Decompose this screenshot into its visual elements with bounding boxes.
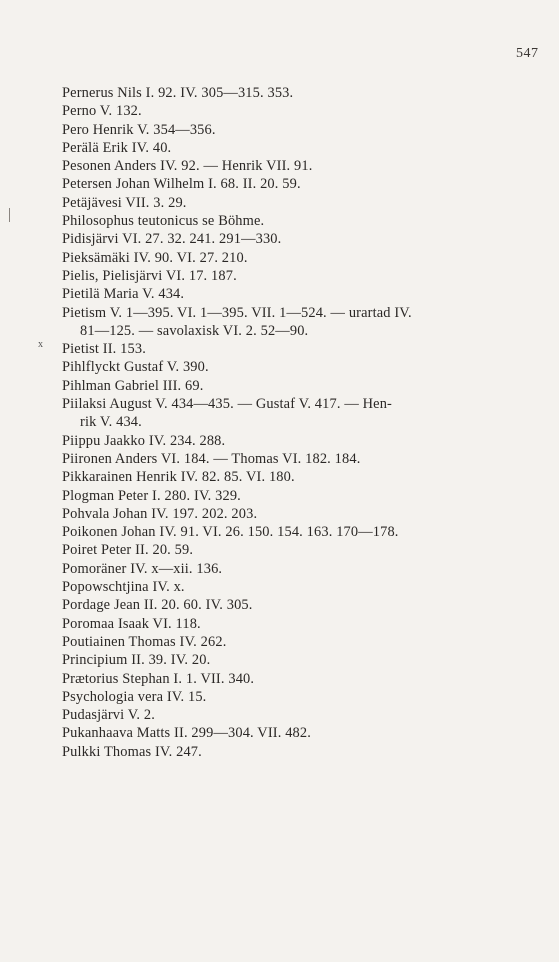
index-entry: Principium II. 39. IV. 20. — [62, 652, 211, 669]
index-entry: Piippu Jaakko IV. 234. 288. — [62, 432, 226, 449]
index-entry: Pietism V. 1—395. VI. 1—395. VII. 1—524. — urartad IV. — [62, 304, 412, 321]
edge-mark — [9, 208, 10, 222]
index-entry: Pieksämäki IV. 90. VI. 27. 210. — [62, 249, 248, 266]
index-entry: Pohvala Johan IV. 197. 202. 203. — [62, 505, 258, 522]
index-entry: Pernerus Nils I. 92. IV. 305—315. 353. — [62, 85, 294, 101]
index-entry: Pielis, Pielisjärvi VI. 17. 187. — [62, 267, 237, 284]
index-entry: Plogman Peter I. 280. IV. 329. — [62, 487, 241, 504]
index-entry: Pietilä Maria V. 434. — [62, 286, 185, 303]
index-entry-continuation: 81—125. — savolaxisk VI. 2. 52—90. — [80, 322, 309, 339]
index-entry-continuation: rik V. 434. — [80, 414, 142, 431]
index-entry: Psychologia vera IV. 15. — [62, 688, 207, 705]
index-entry: Pesonen Anders IV. 92. — Henrik VII. 91. — [62, 158, 313, 175]
index-entry: Popowschtjina IV. x. — [62, 579, 185, 596]
index-entry: Pordage Jean II. 20. 60. IV. 305. — [62, 597, 253, 614]
index-entry: Piironen Anders VI. 184. — Thomas VI. 182. 184. — [62, 450, 361, 467]
index-entry: Pukanhaava Matts II. 299—304. VII. 482. — [62, 725, 311, 742]
index-entry: Petersen Johan Wilhelm I. 68. II. 20. 59. — [62, 176, 301, 193]
page-number: 547 — [516, 46, 539, 61]
index-entry: Poromaa Isaak VI. 118. — [62, 615, 201, 632]
index-entry: Poutiainen Thomas IV. 262. — [62, 633, 227, 650]
index-entry: Pikkarainen Henrik IV. 82. 85. VI. 180. — [62, 469, 295, 486]
index-entry: Pidisjärvi VI. 27. 32. 241. 291—330. — [62, 231, 282, 248]
index-entry: Pihlman Gabriel III. 69. — [62, 377, 204, 394]
index-entry: Piilaksi August V. 434—435. — Gustaf V. 417. — Hen- — [62, 396, 392, 413]
index-entry: Pulkki Thomas IV. 247. — [62, 743, 202, 760]
index-entry: Pomoräner IV. x—xii. 136. — [62, 560, 223, 577]
index-entry: Poiret Peter II. 20. 59. — [62, 542, 194, 559]
index-entry: Poikonen Johan IV. 91. VI. 26. 150. 154. 163. 170—178. — [62, 524, 399, 541]
index-entry: Pihlflyckt Gustaf V. 390. — [62, 359, 209, 376]
index-entry: Perälä Erik IV. 40. — [62, 139, 172, 156]
index-entry: Perno V. 132. — [62, 103, 142, 120]
index-entry: Petäjävesi VII. 3. 29. — [62, 194, 187, 211]
index-entry: Pudasjärvi V. 2. — [62, 707, 156, 724]
index-entry: Prætorius Stephan I. 1. VII. 340. — [62, 670, 255, 687]
index-entry: Philosophus teutonicus se Böhme. — [62, 213, 265, 230]
index-entry: Pietist II. 153. — [62, 341, 146, 358]
index-list — [62, 84, 522, 761]
index-entry: Pero Henrik V. 354—356. — [62, 121, 216, 138]
margin-mark: x — [38, 339, 43, 350]
